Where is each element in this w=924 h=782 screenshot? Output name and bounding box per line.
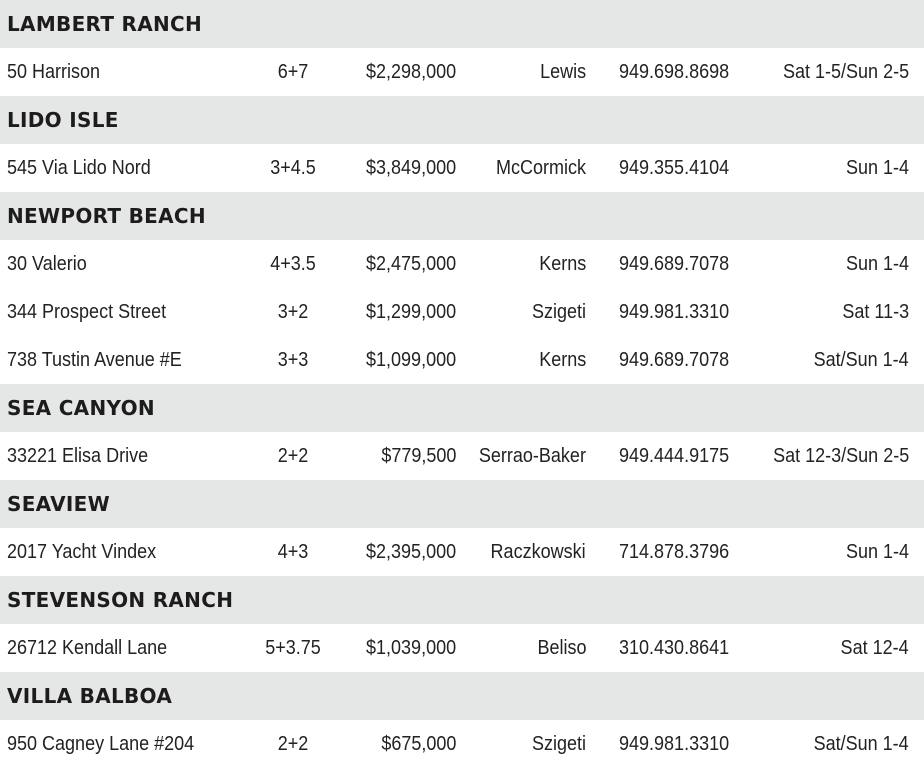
listing-hours: Sat/Sun 1-4 bbox=[813, 733, 909, 755]
section-header: SEAVIEW bbox=[0, 480, 924, 528]
listing-agent: Kerns bbox=[538, 253, 586, 275]
listing-address: 950 Cagney Lane #204 bbox=[7, 733, 195, 755]
section-header: LIDO ISLE bbox=[0, 96, 924, 144]
section-header: VILLA BALBOA bbox=[0, 672, 924, 720]
listing-agent: Raczkowski bbox=[490, 541, 586, 563]
listing-address: 26712 Kendall Lane bbox=[7, 637, 168, 659]
listing-hours: Sat/Sun 1-4 bbox=[813, 349, 909, 371]
listing-row bbox=[0, 144, 924, 192]
listing-agent: Lewis bbox=[539, 61, 586, 83]
listing-address: 2017 Yacht Vindex bbox=[7, 541, 157, 563]
listing-hours: Sun 1-4 bbox=[845, 541, 909, 563]
listing-phone: 949.355.4104 bbox=[619, 157, 730, 179]
listing-hours: Sat 12-3/Sun 2-5 bbox=[772, 445, 909, 467]
listing-address: 344 Prospect Street bbox=[7, 301, 167, 323]
listing-row bbox=[0, 288, 924, 336]
listing-price: $3,849,000 bbox=[365, 157, 456, 179]
section-header: LAMBERT RANCH bbox=[0, 0, 924, 48]
listing-agent: Serrao-Baker bbox=[478, 445, 586, 467]
listing-phone: 949.689.7078 bbox=[619, 349, 730, 371]
listing-beds-baths: 3+4.5 bbox=[270, 157, 316, 179]
listing-price: $1,299,000 bbox=[365, 301, 456, 323]
section-header: SEA CANYON bbox=[0, 384, 924, 432]
listing-price: $675,000 bbox=[380, 733, 456, 755]
listing-price: $1,099,000 bbox=[365, 349, 456, 371]
listing-agent: Kerns bbox=[538, 349, 586, 371]
listing-row bbox=[0, 336, 924, 384]
listing-beds-baths: 3+2 bbox=[277, 301, 309, 323]
listing-beds-baths: 6+7 bbox=[277, 61, 309, 83]
listing-row bbox=[0, 48, 924, 96]
listing-agent: Szigeti bbox=[531, 733, 586, 755]
listing-phone: 949.698.8698 bbox=[619, 61, 730, 83]
listing-address: 738 Tustin Avenue #E bbox=[7, 349, 182, 371]
listing-beds-baths: 2+2 bbox=[277, 445, 309, 467]
listing-price: $779,500 bbox=[380, 445, 456, 467]
listing-price: $2,475,000 bbox=[365, 253, 456, 275]
listing-address: 545 Via Lido Nord bbox=[7, 157, 151, 179]
listing-phone: 310.430.8641 bbox=[619, 637, 730, 659]
listing-phone: 714.878.3796 bbox=[619, 541, 730, 563]
listing-row bbox=[0, 432, 924, 480]
listing-hours: Sat 11-3 bbox=[842, 301, 909, 323]
listing-row bbox=[0, 240, 924, 288]
listing-agent: Beliso bbox=[536, 637, 586, 659]
listing-address: 50 Harrison bbox=[7, 61, 101, 83]
listing-agent: McCormick bbox=[496, 157, 586, 179]
listing-price: $1,039,000 bbox=[365, 637, 456, 659]
listing-row bbox=[0, 528, 924, 576]
listing-price: $2,395,000 bbox=[365, 541, 456, 563]
listing-address: 30 Valerio bbox=[7, 253, 87, 275]
listing-price: $2,298,000 bbox=[365, 61, 456, 83]
section-header: STEVENSON RANCH bbox=[0, 576, 924, 624]
listing-hours: Sat 1-5/Sun 2-5 bbox=[782, 61, 909, 83]
listing-phone: 949.689.7078 bbox=[619, 253, 730, 275]
listing-hours: Sat 12-4 bbox=[840, 637, 909, 659]
listing-address: 33221 Elisa Drive bbox=[7, 445, 149, 467]
listing-phone: 949.981.3310 bbox=[619, 301, 730, 323]
listing-row bbox=[0, 624, 924, 672]
listing-beds-baths: 2+2 bbox=[277, 733, 309, 755]
listing-beds-baths: 5+3.75 bbox=[265, 637, 321, 659]
listing-row bbox=[0, 720, 924, 768]
section-header: NEWPORT BEACH bbox=[0, 192, 924, 240]
listing-agent: Szigeti bbox=[531, 301, 586, 323]
listing-beds-baths: 4+3.5 bbox=[270, 253, 316, 275]
listing-beds-baths: 3+3 bbox=[277, 349, 309, 371]
listing-phone: 949.981.3310 bbox=[619, 733, 730, 755]
listing-phone: 949.444.9175 bbox=[619, 445, 730, 467]
listing-hours: Sun 1-4 bbox=[845, 157, 909, 179]
listing-hours: Sun 1-4 bbox=[845, 253, 909, 275]
listing-beds-baths: 4+3 bbox=[277, 541, 309, 563]
